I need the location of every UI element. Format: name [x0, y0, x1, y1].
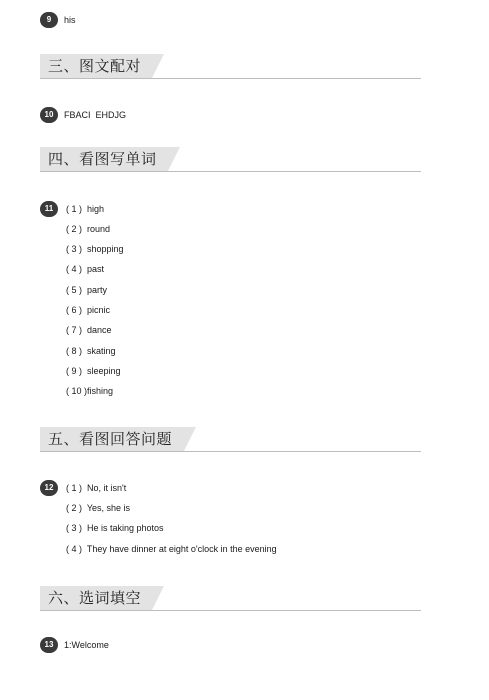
list-item: ( 6 ) picnic	[66, 305, 111, 315]
answer-text: FBACI EHDJG	[64, 110, 127, 120]
section-header-picture-matching	[40, 54, 421, 84]
list-item: ( 2 ) Yes, she is	[66, 503, 131, 513]
list-item: ( 5 ) party	[66, 285, 108, 295]
section-header-word-fill	[40, 586, 421, 616]
section-divider	[40, 451, 421, 452]
list-item: ( 7 ) dance	[66, 325, 112, 335]
section-title: 五、看图回答问题	[48, 430, 173, 448]
list-item: ( 10 )fishing	[66, 386, 114, 396]
list-item: ( 3 ) He is taking photos	[66, 523, 164, 533]
answer-text: his	[64, 15, 76, 25]
section-title: 三、图文配对	[48, 57, 142, 75]
question-number-badge: 12	[40, 480, 58, 496]
section-title: 四、看图写单词	[48, 150, 157, 168]
list-item: ( 3 ) shopping	[66, 244, 124, 254]
question-number-badge: 11	[40, 201, 58, 217]
section-header-picture-words	[40, 147, 421, 177]
list-item: ( 8 ) skating	[66, 346, 116, 356]
list-item: ( 9 ) sleeping	[66, 366, 121, 376]
list-item: ( 1 ) high	[66, 204, 105, 214]
section-divider	[40, 610, 421, 611]
question-number-badge: 13	[40, 637, 58, 653]
question-number-badge: 9	[40, 12, 58, 28]
list-item: ( 1 ) No, it isn't	[66, 483, 127, 493]
section-divider	[40, 171, 421, 172]
section-divider	[40, 78, 421, 79]
question-number-badge: 10	[40, 107, 58, 123]
answer-text: 1:Welcome	[64, 640, 109, 650]
section-header-picture-questions	[40, 427, 421, 457]
list-item: ( 4 ) past	[66, 264, 105, 274]
list-item: ( 2 ) round	[66, 224, 111, 234]
section-title: 六、选词填空	[48, 589, 142, 607]
list-item: ( 4 ) They have dinner at eight o'clock in the evening	[66, 544, 277, 554]
